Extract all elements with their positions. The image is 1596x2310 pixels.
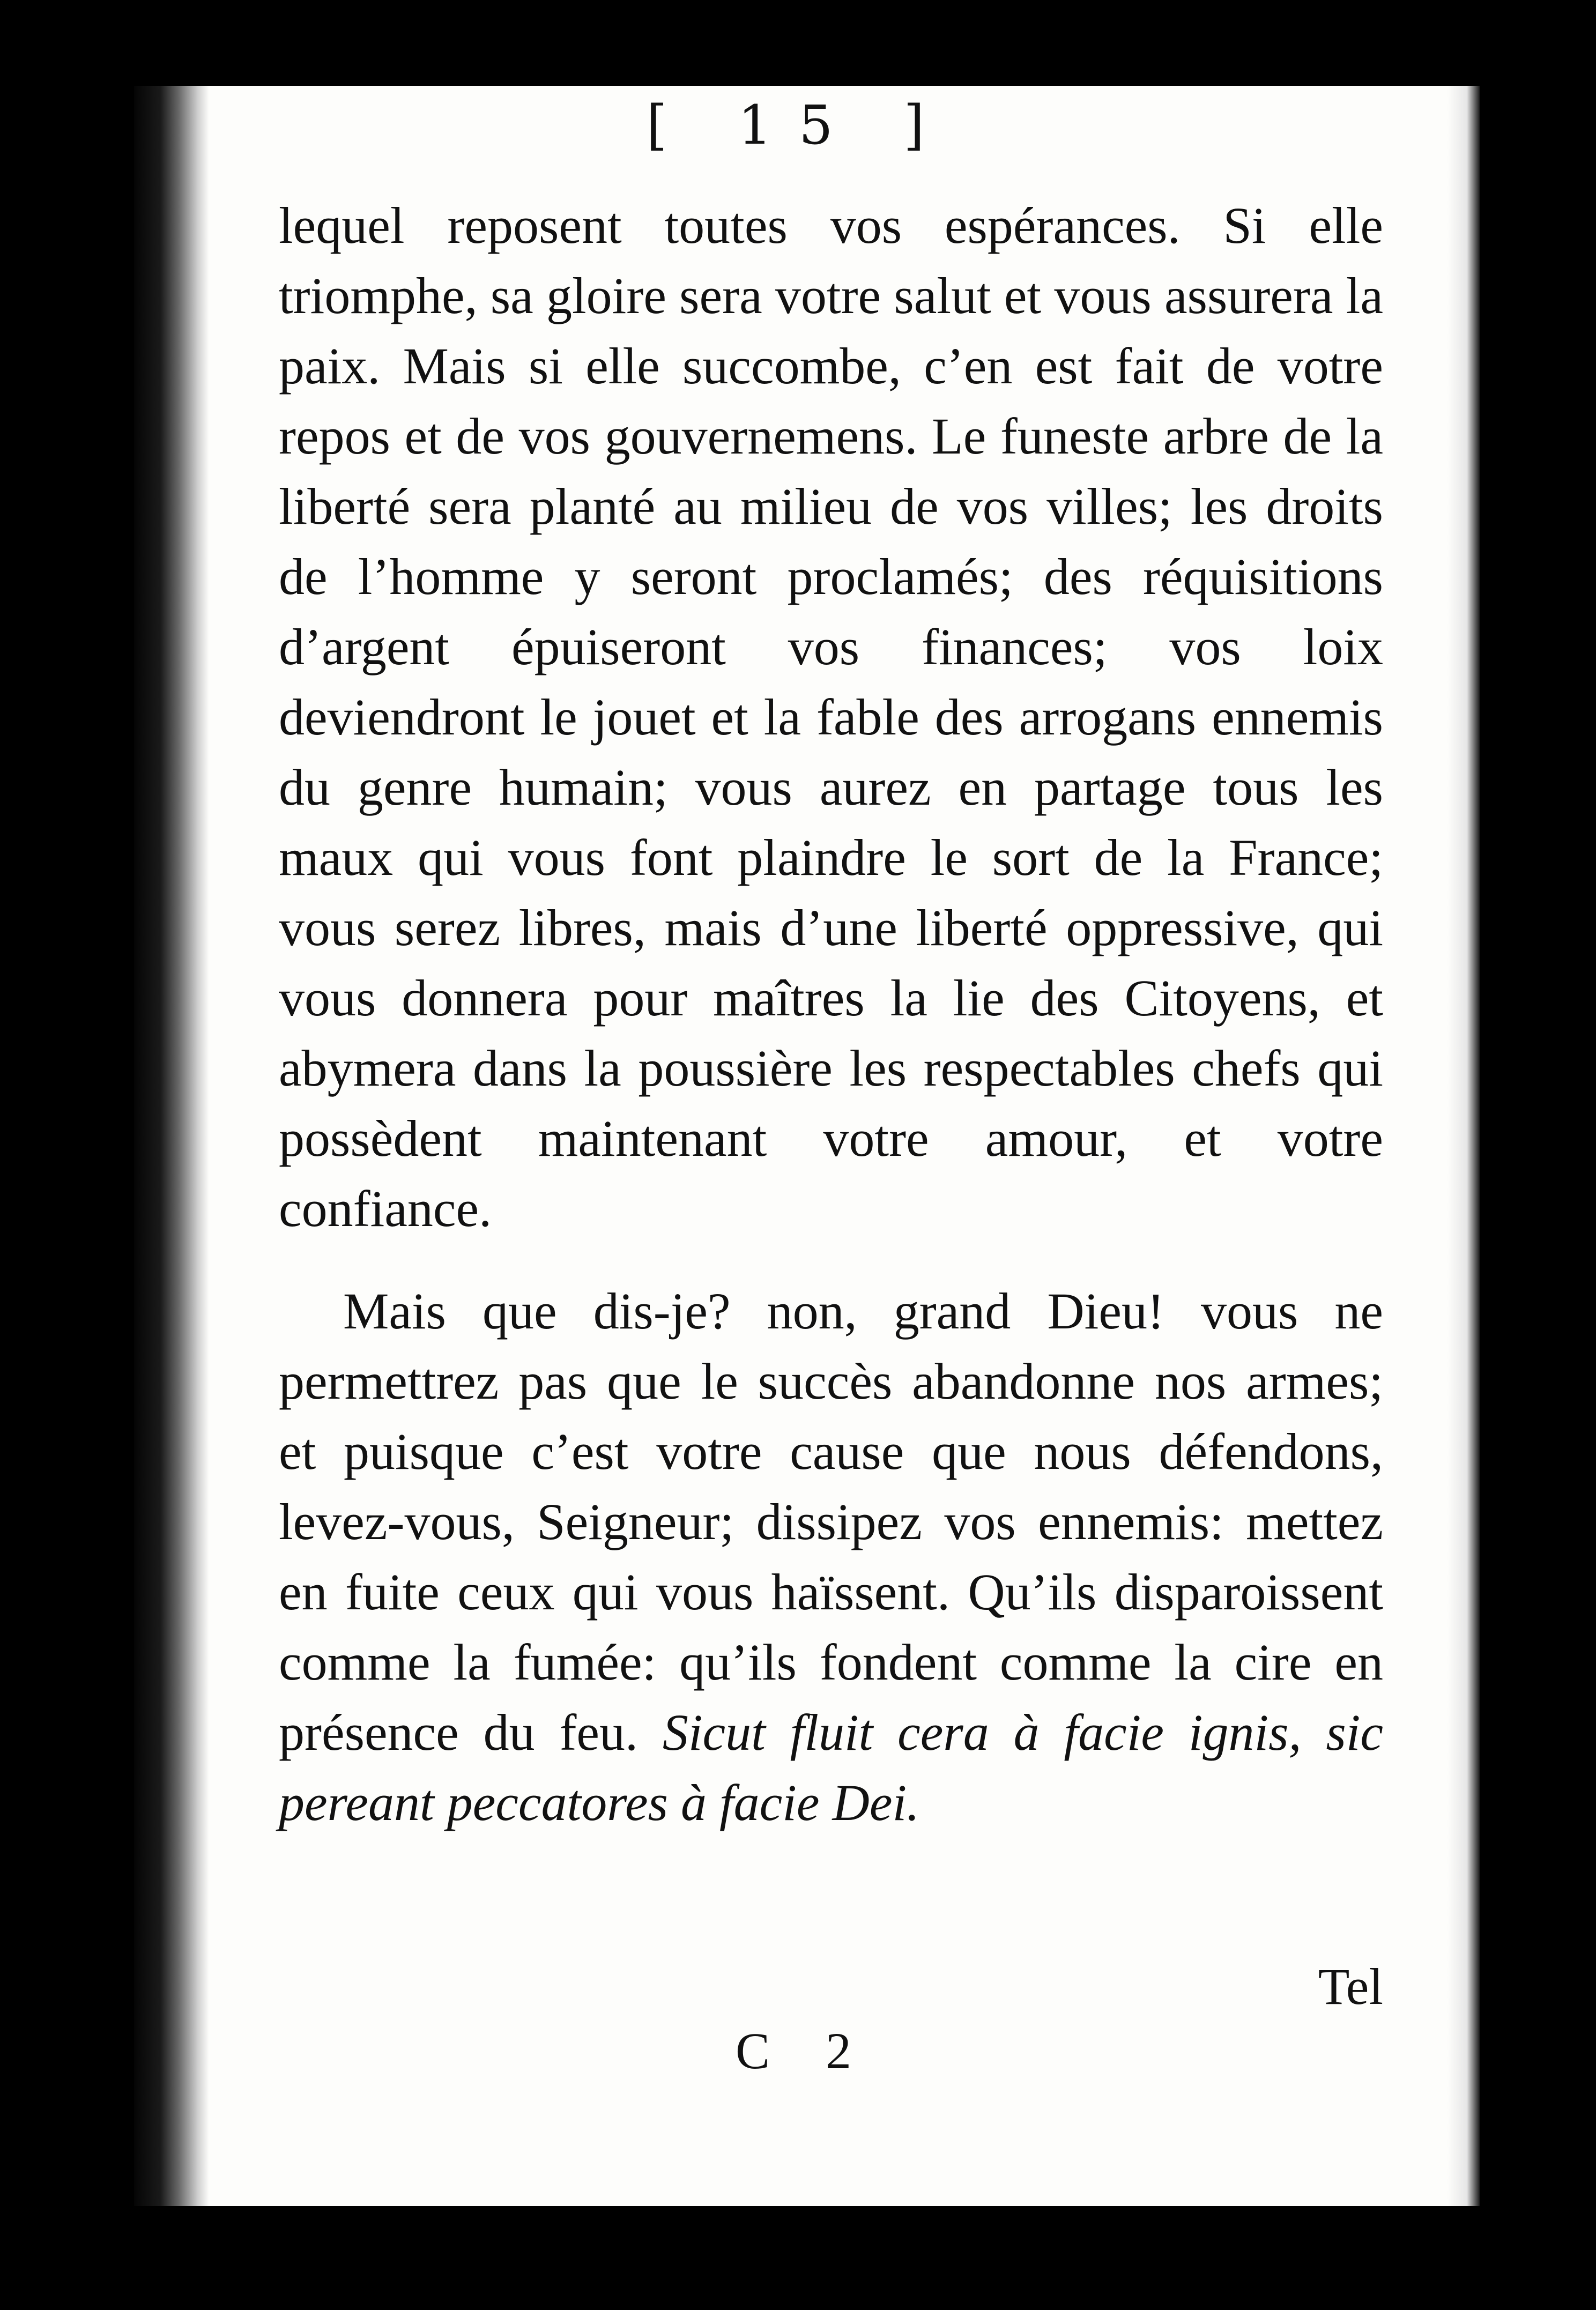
paragraph-2 [279, 1276, 1383, 1838]
binding-gutter [134, 86, 209, 2206]
paragraph-2-french: Mais que dis-je? non, grand Dieu! vous ne permettrez pas que le succès abandonne nos armes; et puisque c’est votre cause que nous défendons, levez-vous, Seigneur; dissipez vos ennemis: mettez en fuite ceux qui vous haïssent. Qu’ils disparoissent comme la fumée: qu’ils fondent comme la cire en présence du feu. [279, 1282, 1383, 1761]
catchword: Tel [1318, 1958, 1383, 2015]
page-edge [1447, 86, 1480, 2206]
paragraph-1: lequel reposent toutes vos espérances. Si elle triomphe, sa gloire sera votre salut et vous assurera la paix. Mais si elle succombe, c’en est fait de votre repos et de vos gouvernemens. Le funeste arbre de la liberté sera planté au milieu de vos villes; les droits de l’homme y seront proclamés; des réquisitions d’argent épuiseront vos finances; vos loix deviendront le jouet et la fable des arrogans ennemis du genre humain; vous aurez en partage tous les maux qui vous font plaindre le sort de la France; vous serez libres, mais d’une liberté oppressive, qui vous donnera pour maîtres la lie des Citoyens, et abymera dans la poussière les respectables chefs qui possèdent maintenant votre amour, et votre confiance. [279, 197, 1383, 1237]
body-text [279, 190, 1383, 1838]
signature-mark: C 2 [735, 2022, 873, 2079]
latin-quotation: Sicut fluit cera à facie ignis, sic pereant peccatores à facie Dei. [279, 1704, 1384, 1831]
page-number: [ 15 ] [646, 94, 952, 157]
